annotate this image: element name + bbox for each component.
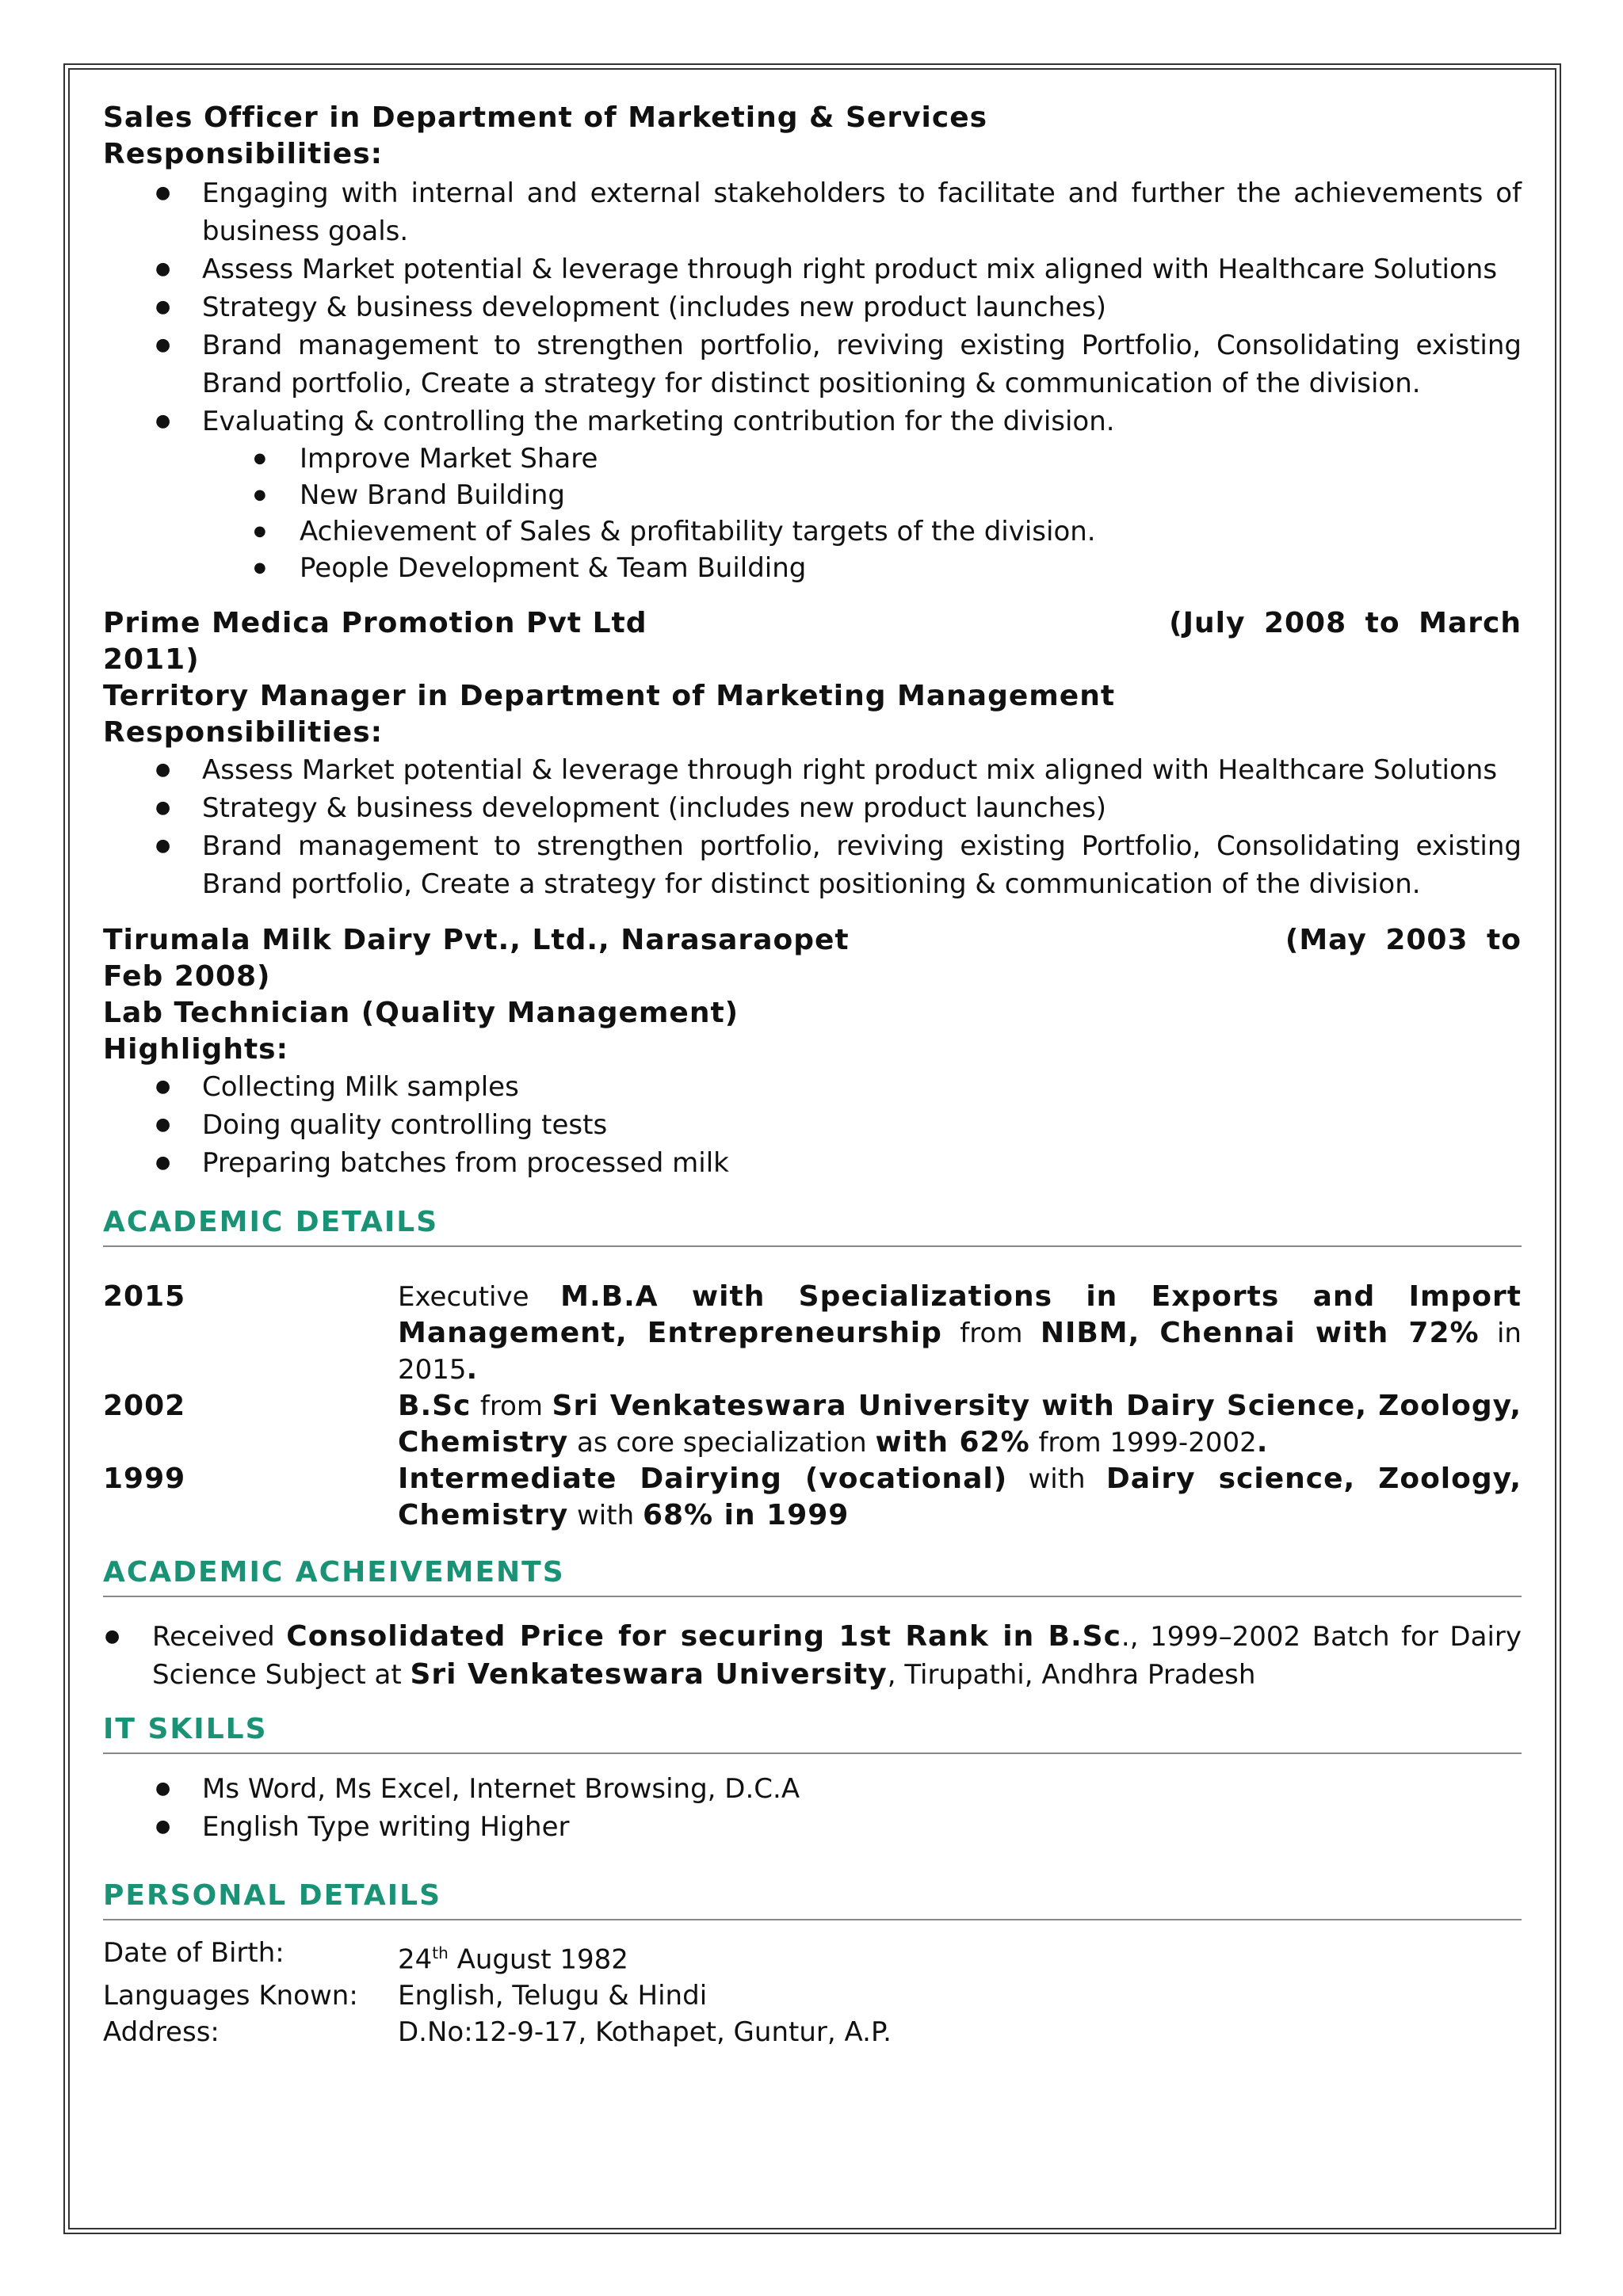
academic-row [103,1388,1522,1461]
personal-details-heading: PERSONAL DETAILS [103,1878,1522,1920]
list-item: ● Improve Market Share [103,441,1522,477]
list-item: ● Preparing batches from processed milk [103,1144,1522,1182]
academic-row [103,1279,1522,1388]
job3-company: Tirumala Milk Dairy Pvt., Ltd., Narasaraopet [103,924,850,956]
academic-description: Intermediate Dairying (vocational) with Dairy science, Zoology, Chemistry with 68% in 1999 [398,1463,1522,1531]
dob-row [103,1935,1522,1978]
resume-content [103,100,1522,2050]
job3-bullets [103,1068,1522,1182]
academic-year: 2015 [103,1280,186,1313]
list-item: ● Brand management to strengthen portfolio, reviving existing Portfolio, Consolidating existing Brand portfolio, Create a strategy for distinct positioning & communication of the division. [103,827,1522,903]
it-skills-heading: IT SKILLS [103,1711,1522,1754]
job2-header [103,605,1522,642]
job3-title: Lab Technician (Quality Management) [103,997,739,1029]
address-row [103,2014,1522,2050]
dob-label: Date of Birth: [103,1937,285,1969]
job3-header [103,922,1522,959]
list-item: ● English Type writing Higher [103,1808,1522,1846]
list-item: ● Brand management to strengthen portfolio, reviving existing Portfolio, Consolidating existing Brand portfolio, Create a strategy for distinct positioning & communication of the division. [103,326,1522,402]
list-item: ● People Development & Team Building [103,550,1522,586]
list-item: ● Assess Market potential & leverage through right product mix aligned with Healthcare Solutions [103,751,1522,789]
list-item: ● New Brand Building [103,477,1522,513]
it-skills-list [103,1770,1522,1846]
list-item: ● Doing quality controlling tests [103,1106,1522,1144]
job1-sub-bullets [103,441,1522,586]
achievements-list [103,1618,1522,1694]
academic-year: 1999 [103,1463,186,1495]
job2-resp-label: Responsibilities: [103,716,384,749]
list-item: ● Assess Market potential & leverage through right product mix aligned with Healthcare Solutions [103,250,1522,288]
list-item: ● Received Consolidated Price for securing 1st Rank in B.Sc., 1999–2002 Batch for Dairy Science Subject at Sri Venkateswara University, Tirupathi, Andhra Pradesh [103,1618,1522,1694]
job3-dates: (May 2003 to [1285,924,1522,956]
job1-resp-label: Responsibilities: [103,138,384,170]
academic-achievements-heading: ACADEMIC ACHEIVEMENTS [103,1554,1522,1597]
job2-title: Territory Manager in Department of Marketing Management [103,680,1116,712]
job2-dates: (July 2008 to March [1169,607,1522,639]
dob-value: 24th August 1982 [398,1943,628,1976]
academic-details-heading: ACADEMIC DETAILS [103,1204,1522,1247]
languages-row [103,1978,1522,2014]
job3-dates-cont: Feb 2008) [103,960,271,993]
list-item: ● Collecting Milk samples [103,1068,1522,1106]
address-value: D.No:12-9-17, Kothapet, Guntur, A.P. [398,2016,892,2049]
list-item: ● Evaluating & controlling the marketing contribution for the division. [103,402,1522,441]
academic-description: Executive M.B.A with Specializations in Exports and Import Management, Entrepreneurship from NIBM, Chennai with 72% in 2015. [398,1280,1522,1386]
job2-dates-cont: 2011) [103,643,200,676]
academic-row [103,1461,1522,1534]
academic-description: B.Sc from Sri Venkateswara University with Dairy Science, Zoology, Chemistry as core specialization with 62% from 1999-2002. [398,1390,1522,1459]
job3-highlights-label: Highlights: [103,1033,288,1066]
job2-bullets [103,751,1522,903]
languages-label: Languages Known: [103,1980,358,2012]
list-item: ● Ms Word, Ms Excel, Internet Browsing, D.C.A [103,1770,1522,1808]
list-item: ● Engaging with internal and external stakeholders to facilitate and further the achievements of business goals. [103,174,1522,250]
list-item: ● Achievement of Sales & profitability targets of the division. [103,513,1522,550]
address-label: Address: [103,2016,220,2049]
list-item: ● Strategy & business development (includes new product launches) [103,288,1522,326]
job2-company: Prime Medica Promotion Pvt Ltd [103,607,647,639]
academic-year: 2002 [103,1390,186,1422]
languages-value: English, Telugu & Hindi [398,1980,708,2012]
job1-title: Sales Officer in Department of Marketing & Services [103,101,988,134]
job1-bullets [103,174,1522,441]
list-item: ● Strategy & business development (includes new product launches) [103,789,1522,827]
